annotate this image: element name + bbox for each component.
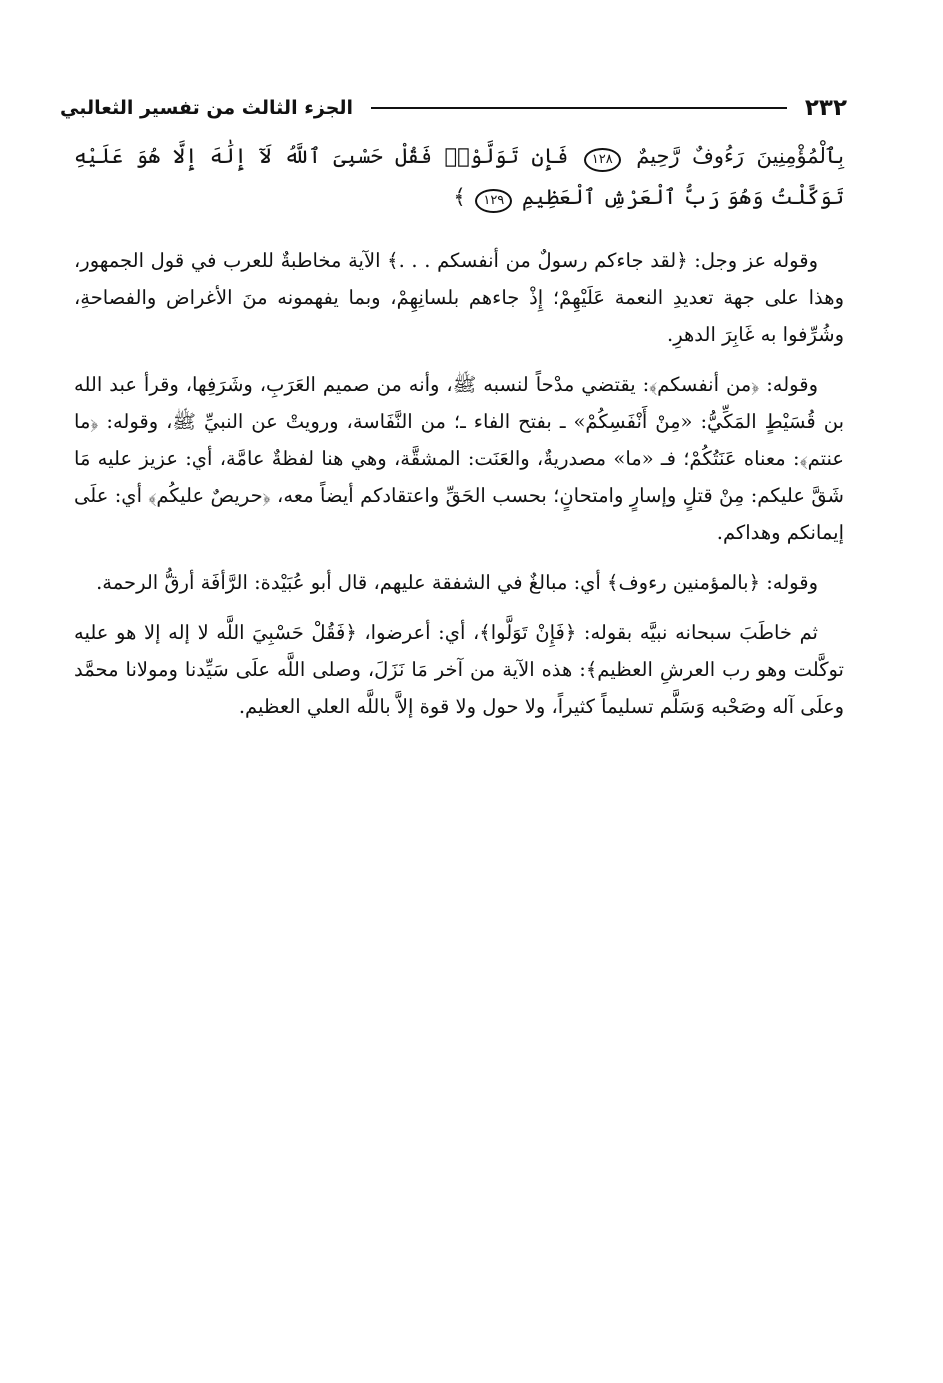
running-title: الجزء الثالث من تفسير الثعالبي [60, 97, 354, 119]
header-rule [371, 107, 787, 109]
quran-verse-text: بِٱلْمُؤْمِنِينَ رَءُوفٌ رَّحِيمٌ [636, 144, 844, 168]
quran-verse-block [74, 136, 844, 218]
quran-verse-text: فَإِن تَوَلَّوْا۟ فَقُلْ حَسْبِىَ ٱللَّهُ لَآ إِلَٰهَ إِلَّا هُوَ عَلَيْهِ تَوَكَّلْتُ وَهُوَ رَبُّ ٱلْعَرْشِ ٱلْعَظِيمِ [74, 144, 844, 209]
ayah-number-marker: ١٢٩ [475, 189, 512, 213]
page-header [60, 88, 847, 128]
page-number: ٢٣٢ [804, 95, 847, 121]
page-content [74, 136, 844, 738]
quran-close-bracket: ﴾ [453, 185, 466, 209]
commentary-paragraph: ثم خاطَبَ سبحانه نبيَّه بقوله: ﴿فَإِنْ تَوَلَّوا﴾، أي: أعرضوا، ﴿فَقُلْ حَسْبِيَ اللَّه لا إله إلا هو عليه توكَّلت وهو رب العرشِ العظيم﴾: هذه الآية من آخر مَا نَزَلَ، وصلى اللَّه علَى سَيِّدنا ومولانا محمَّد وعلَى آله وصَحْبه وَسَلَّم تسليماً كثيراً، ولا حول ولا قوة إلاَّ باللَّه العلي العظيم. [74, 621, 844, 718]
ayah-number-marker: ١٢٨ [584, 148, 621, 172]
commentary-paragraph: وقوله: ﴿بالمؤمنين رءوف﴾ أي: مبالغٌ في الشفقة عليهم، قال أبو عُبَيْدة: الرَّأفَة أرقُّ الرحمة. [96, 571, 818, 594]
commentary-paragraph: وقوله عز وجل: ﴿لقد جاءكم رسولٌ من أنفسكم . . .﴾ الآية مخاطبةٌ للعرب في قول الجمهور، وهذا على جهة تعديدِ النعمة عَلَيْهِمْ؛ إِذْ جاءهم بلسانِهِمْ، وبما يفهمونه منَ الأغراض والفصاحةِ، وشُرِّفوا به غَابِرَ الدهرِ. [74, 249, 844, 346]
commentary-paragraph: وقوله: ﴿من أنفسكم﴾: يقتضي مدْحاً لنسبه ﷺ، وأنه من صميم العَرَبِ، وشَرَفِها، وقرأ عبد الله بن قُسَيْطٍ المَكِّيُّ: «مِنْ أَنْفَسِكُمْ» ـ بفتح الفاء ـ؛ من النَّفَاسة، ورويتْ عن النبيِّ ﷺ، وقوله: ﴿ما عنتم﴾: معناه عَنَتُكُمْ؛ فـ «ما» مصدريةٌ، والعَنَت: المشقَّة، وهي هنا لفظةٌ عامَّة، أي: عزيز عليه مَا شَقَّ عليكم: مِنْ قتلٍ وإسارٍ وامتحانٍ؛ بحسب الحَقِّ واعتقادكم أيضاً معه، ﴿حريصٌ عليكُم﴾ أي: علَى إيمانكم وهداكم. [74, 373, 844, 544]
